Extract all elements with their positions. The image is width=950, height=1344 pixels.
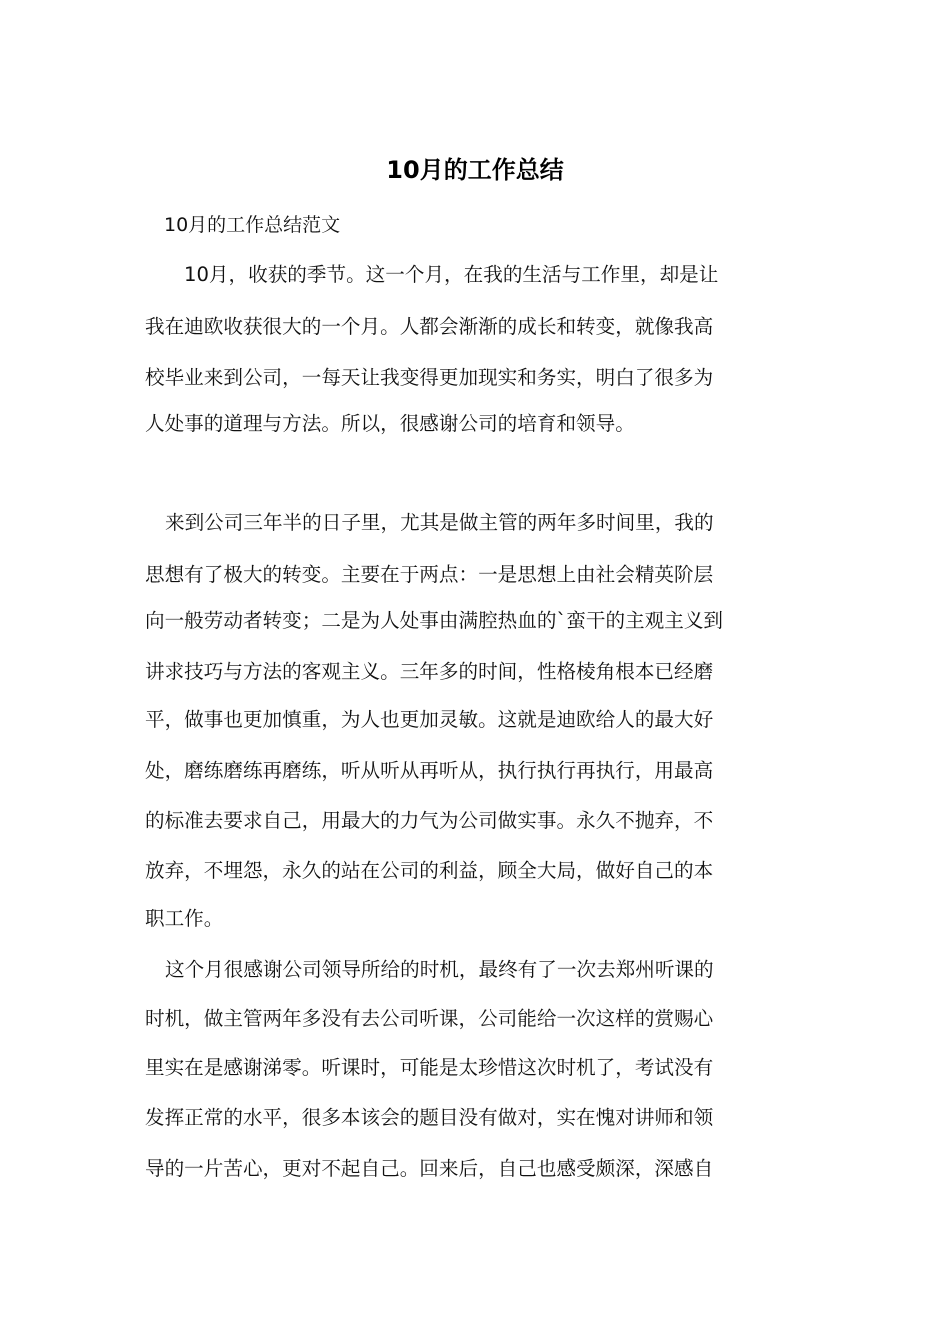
paragraph-line: 我在迪欧收获很大的一个月。人都会渐渐的成长和转变，就像我高: [145, 315, 714, 338]
document-title: 10月的工作总结: [386, 156, 564, 184]
paragraph-line: 来到公司三年半的日子里，尤其是做主管的两年多时间里，我的: [165, 511, 714, 534]
paragraph-line: 时机，做主管两年多没有去公司听课，公司能给一次这样的赏赐心: [145, 1007, 714, 1030]
paragraph-line: 10月，收获的季节。这一个月，在我的生活与工作里，却是让: [184, 263, 719, 286]
paragraph-line: 讲求技巧与方法的客观主义。三年多的时间，性格棱角根本已经磨: [145, 660, 714, 683]
paragraph-line: 处，磨练磨练再磨练，听从听从再听从，执行执行再执行，用最高: [145, 759, 714, 782]
paragraph-line: 职工作。: [145, 907, 224, 930]
paragraph-line: 人处事的道理与方法。所以，很感谢公司的培育和领导。: [145, 412, 635, 435]
paragraph-line: 思想有了极大的转变。主要在于两点：一是思想上由社会精英阶层: [145, 563, 714, 586]
document-subtitle: 10月的工作总结范文: [164, 214, 341, 236]
paragraph-line: 里实在是感谢涕零。听课时，可能是太珍惜这次时机了，考试没有: [145, 1056, 714, 1079]
paragraph-line: 平，做事也更加慎重，为人也更加灵敏。这就是迪欧给人的最大好: [145, 708, 714, 731]
paragraph-line: 校毕业来到公司，一每天让我变得更加现实和务实，明白了很多为: [145, 366, 714, 389]
paragraph-line: 向一般劳动者转变；二是为人处事由满腔热血的`蛮干的主观主义到: [145, 609, 724, 632]
paragraph-line: 发挥正常的水平，很多本该会的题目没有做对，实在愧对讲师和领: [145, 1106, 714, 1129]
paragraph-line: 的标准去要求自己，用最大的力气为公司做实事。永久不抛弃，不: [145, 809, 714, 832]
paragraph-line: 这个月很感谢公司领导所给的时机，最终有了一次去郑州听课的: [165, 958, 714, 981]
paragraph-line: 导的一片苦心，更对不起自己。回来后，自己也感受颇深，深感自: [145, 1157, 714, 1180]
paragraph-line: 放弃，不埋怨，永久的站在公司的利益，顾全大局，做好自己的本: [145, 859, 714, 882]
